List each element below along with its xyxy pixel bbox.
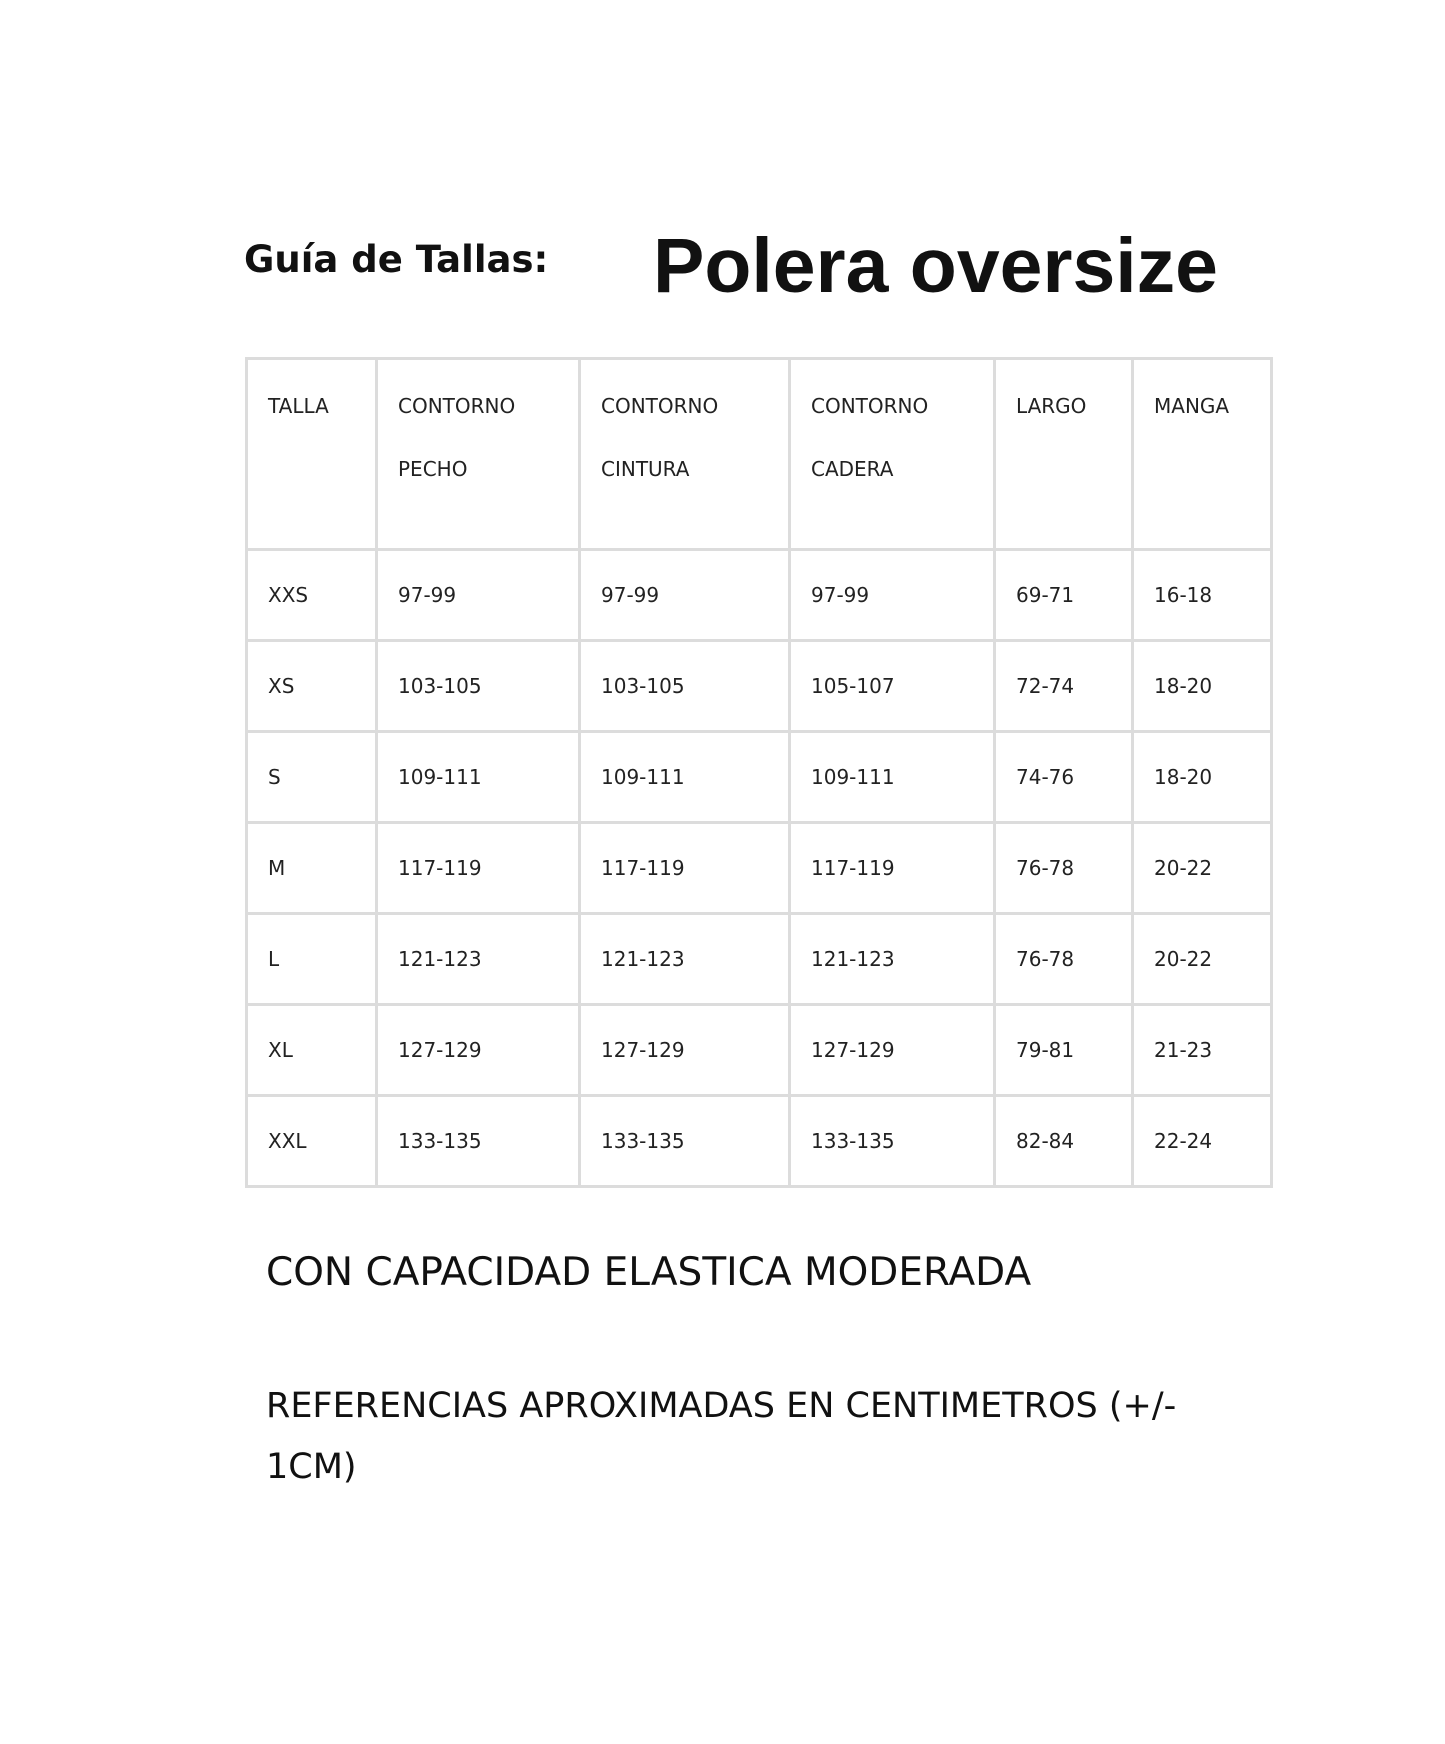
table-row bbox=[247, 1096, 1272, 1187]
measurement-cell: 20-22 bbox=[1133, 823, 1272, 914]
measurement-cell: 127-129 bbox=[580, 1005, 790, 1096]
measurement-cell: 97-99 bbox=[580, 550, 790, 641]
table-row bbox=[247, 823, 1272, 914]
measurement-cell: 97-99 bbox=[790, 550, 995, 641]
column-header-line: MANGA bbox=[1154, 394, 1230, 418]
measurement-cell: 117-119 bbox=[790, 823, 995, 914]
measurement-cell: 103-105 bbox=[377, 641, 580, 732]
measurement-cell: 76-78 bbox=[995, 823, 1133, 914]
column-header bbox=[377, 359, 580, 550]
size-cell: M bbox=[247, 823, 377, 914]
elasticity-note: CON CAPACIDAD ELASTICA MODERADA bbox=[266, 1250, 1032, 1295]
table-row bbox=[247, 550, 1272, 641]
references-note: REFERENCIAS APROXIMADAS EN CENTIMETROS (+/- 1CM) bbox=[266, 1386, 1177, 1487]
measurement-cell: 117-119 bbox=[580, 823, 790, 914]
measurement-cell: 103-105 bbox=[580, 641, 790, 732]
measurement-cell: 133-135 bbox=[377, 1096, 580, 1187]
size-table bbox=[245, 357, 1273, 1188]
size-guide-label: Guía de Tallas: bbox=[244, 238, 549, 281]
measurement-cell: 121-123 bbox=[580, 914, 790, 1005]
measurement-cell: 72-74 bbox=[995, 641, 1133, 732]
table-header-row bbox=[247, 359, 1272, 550]
column-header-line: LARGO bbox=[1016, 394, 1087, 418]
column-header-line: CONTORNO bbox=[811, 394, 929, 418]
column-header-line: CADERA bbox=[811, 457, 894, 481]
measurement-cell: 16-18 bbox=[1133, 550, 1272, 641]
column-header bbox=[790, 359, 995, 550]
measurement-cell: 127-129 bbox=[377, 1005, 580, 1096]
size-cell: XL bbox=[247, 1005, 377, 1096]
measurement-cell: 18-20 bbox=[1133, 641, 1272, 732]
measurement-cell: 69-71 bbox=[995, 550, 1133, 641]
column-header bbox=[580, 359, 790, 550]
measurement-cell: 127-129 bbox=[790, 1005, 995, 1096]
column-header-line: CONTORNO bbox=[398, 394, 516, 418]
measurement-cell: 117-119 bbox=[377, 823, 580, 914]
table-row bbox=[247, 641, 1272, 732]
table-body bbox=[247, 550, 1272, 1187]
measurement-cell: 109-111 bbox=[790, 732, 995, 823]
table-row bbox=[247, 914, 1272, 1005]
size-cell: L bbox=[247, 914, 377, 1005]
measurement-cell: 133-135 bbox=[790, 1096, 995, 1187]
column-header bbox=[995, 359, 1133, 550]
measurement-cell: 22-24 bbox=[1133, 1096, 1272, 1187]
measurement-cell: 121-123 bbox=[377, 914, 580, 1005]
column-header bbox=[1133, 359, 1272, 550]
product-title: Polera oversize bbox=[653, 223, 1218, 309]
column-header-line: CONTORNO bbox=[601, 394, 719, 418]
table-row bbox=[247, 732, 1272, 823]
measurement-cell: 97-99 bbox=[377, 550, 580, 641]
measurement-cell: 76-78 bbox=[995, 914, 1133, 1005]
measurement-cell: 109-111 bbox=[580, 732, 790, 823]
measurement-cell: 121-123 bbox=[790, 914, 995, 1005]
size-cell: XXL bbox=[247, 1096, 377, 1187]
column-header-line: CINTURA bbox=[601, 457, 690, 481]
column-header-line: PECHO bbox=[398, 457, 468, 481]
measurement-cell: 20-22 bbox=[1133, 914, 1272, 1005]
size-cell: S bbox=[247, 732, 377, 823]
measurement-cell: 109-111 bbox=[377, 732, 580, 823]
measurement-cell: 105-107 bbox=[790, 641, 995, 732]
measurement-cell: 74-76 bbox=[995, 732, 1133, 823]
measurement-cell: 133-135 bbox=[580, 1096, 790, 1187]
measurement-cell: 21-23 bbox=[1133, 1005, 1272, 1096]
size-cell: XXS bbox=[247, 550, 377, 641]
measurement-cell: 79-81 bbox=[995, 1005, 1133, 1096]
column-header bbox=[247, 359, 377, 550]
size-cell: XS bbox=[247, 641, 377, 732]
table-row bbox=[247, 1005, 1272, 1096]
column-header-line: TALLA bbox=[268, 394, 329, 418]
measurement-cell: 18-20 bbox=[1133, 732, 1272, 823]
measurement-cell: 82-84 bbox=[995, 1096, 1133, 1187]
